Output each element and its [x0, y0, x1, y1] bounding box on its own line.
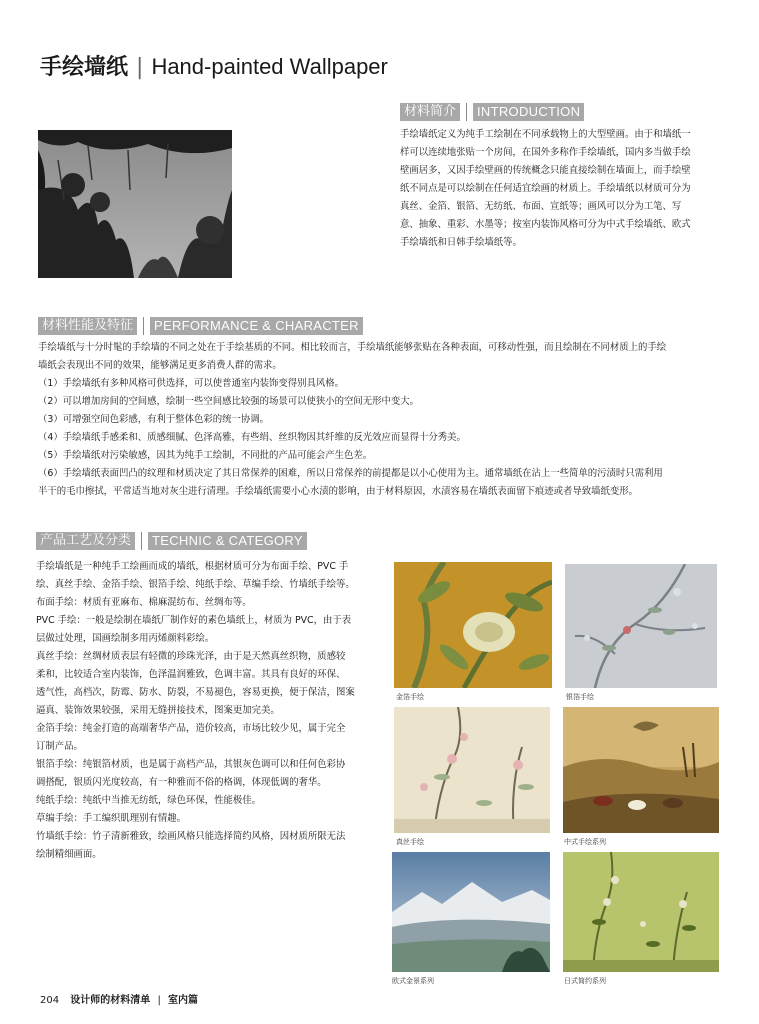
- text-line: 墙纸会表现出不同的效果，能够满足更多消费人群的需求。: [38, 360, 282, 371]
- intro-heading: [400, 103, 584, 121]
- intro-heading-en: INTRODUCTION: [473, 103, 584, 121]
- technic-heading: [36, 532, 307, 550]
- text-line: 纸不同点是可以绘制在任何适宜绘画的材质上。手绘墙纸以材质可分为: [400, 183, 691, 194]
- performance-heading-en: PERFORMANCE & CHARACTER: [150, 317, 363, 335]
- text-line: 手绘墙纸是一种纯手工绘画而成的墙纸，根据材质可分为布面手绘、PVC 手: [36, 561, 349, 572]
- performance-heading-cn: 材料性能及特征: [38, 317, 137, 335]
- text-line: 真丝手绘：丝绸材质表层有轻微的珍珠光泽，由于是天然真丝织物，质感较: [36, 651, 346, 662]
- silver-foil-caption: 银箔手绘: [566, 693, 594, 701]
- text-line: PVC 手绘：一般是绘制在墙纸厂制作好的素色墙纸上，材质为 PVC，由于表: [36, 615, 352, 626]
- text-line: 样可以连续地张贴一个房间，在国外多称作手绘墙纸，国内多当做手绘: [400, 147, 691, 158]
- heading-divider: [466, 103, 467, 121]
- european-series-caption: 欧式金景系列: [392, 977, 434, 985]
- title-cn: 手绘墙纸: [40, 55, 129, 80]
- text-line: 逼真、装饰效果较强，采用无缝拼接技术，图案更加完美。: [36, 705, 280, 716]
- text-line: 绘制精细画面。: [36, 849, 102, 860]
- page-footer: [40, 991, 198, 1006]
- text-line: 竹墙纸手绘：竹子清新雅致，绘画风格只能选择简约风格，因材质所限无法: [36, 831, 346, 842]
- performance-text: [38, 339, 728, 501]
- footer-separator: |: [157, 995, 161, 1006]
- text-line: 柔和，比较适合室内装饰，色泽温润雅致，色调丰富。其具有良好的环保、: [36, 669, 346, 680]
- text-line: 银箔手绘：纯银箔材质，也是属于高档产品，其银灰色调可以和任何色彩协: [36, 759, 346, 770]
- text-line: 层做过处理，国画绘制多用丙烯颜料彩绘。: [36, 633, 215, 644]
- text-line: （4）手绘墙纸手感柔和、质感细腻、色泽高雅，有些绢、丝织物因其纤维的反光效应而显得十分秀美。: [38, 432, 466, 443]
- technic-text: [36, 558, 381, 864]
- text-line: 壁画居多，又因手绘壁画的传统概念只能直接绘制在墙面上，而手绘壁: [400, 165, 691, 176]
- text-line: 订制产品。: [36, 741, 83, 752]
- text-line: 布面手绘：材质有亚麻布、棉麻混纺布、丝绸布等。: [36, 597, 252, 608]
- text-line: （6）手绘墙纸表面凹凸的纹理和材质决定了其日常保养的困难，所以日常保养的前提都是以小心使用为主。通常墙纸在沾上一些简单的污渍时只需利用: [38, 468, 663, 479]
- page-number: 204: [40, 995, 60, 1006]
- gold-foil-caption: 金箔手绘: [396, 693, 424, 701]
- gold-foil-sample-image: [394, 562, 552, 688]
- japanese-series-caption: 日式简约系列: [564, 977, 606, 985]
- japanese-series-sample-image: [563, 852, 719, 972]
- text-line: 绘、真丝手绘、金箔手绘、银箔手绘、纯纸手绘、草编手绘、竹墙纸手绘等。: [36, 579, 355, 590]
- european-series-sample-image: [392, 852, 550, 972]
- text-line: 手绘墙纸和日韩手绘墙纸等。: [400, 237, 522, 248]
- text-line: 半干的毛巾擦拭，平常适当地对灰尘进行清理。手绘墙纸需要小心水渍的影响，由于材料原因，水渍容易在墙纸表面留下痕迹或者导致墙纸变形。: [38, 486, 639, 497]
- text-line: 意、抽象、重彩、水墨等；按室内装饰风格可分为中式手绘墙纸、欧式: [400, 219, 691, 230]
- chinese-series-sample-image: [563, 707, 719, 833]
- text-line: （1）手绘墙纸有多种风格可供选择，可以使普通室内装饰变得别具风格。: [38, 378, 344, 389]
- silk-sample-image: [394, 707, 550, 833]
- title-en: Hand-painted Wallpaper: [151, 54, 388, 79]
- heading-divider: [143, 317, 144, 335]
- text-line: 纯纸手绘：纯纸中当推无纺纸，绿色环保，性能极佳。: [36, 795, 262, 806]
- intro-jungle-image: [38, 130, 232, 278]
- silk-caption: 真丝手绘: [396, 838, 424, 846]
- text-line: 透气性，高档次，防霉、防水、防裂，不易褪色，容易更换，便于保洁，图案: [36, 687, 355, 698]
- page-title: [40, 50, 388, 81]
- text-line: （5）手绘墙纸对污染敏感，因其为纯手工绘制，不同批的产品可能会产生色差。: [38, 450, 373, 461]
- technic-heading-cn: 产品工艺及分类: [36, 532, 135, 550]
- book-title: 设计师的材料清单: [70, 995, 151, 1006]
- intro-heading-cn: 材料简介: [400, 103, 460, 121]
- performance-heading: [38, 317, 363, 335]
- chinese-series-caption: 中式手绘系列: [564, 838, 606, 846]
- text-line: （3）可增强空间色彩感，有利于整体色彩的统一协调。: [38, 414, 269, 425]
- text-line: （2）可以增加房间的空间感，绘制一些空间感比较强的场景可以使狭小的空间无形中变大。: [38, 396, 419, 407]
- heading-divider: [141, 532, 142, 550]
- intro-text: [400, 126, 730, 252]
- text-line: 金箔手绘：纯金打造的高端奢华产品，造价较高，市场比较少见，属于完全: [36, 723, 346, 734]
- silver-foil-sample-image: [565, 564, 717, 688]
- title-separator: |: [136, 55, 144, 80]
- text-line: 手绘墙纸与十分时髦的手绘墙的不同之处在于手绘基质的不同。相比较而言，手绘墙纸能够张贴在各种表面，可移动性强，而且绘制在不同材质上的手绘: [38, 342, 667, 353]
- text-line: 真丝、金箔、银箔、无纺纸、布面、宣纸等；画风可以分为工笔、写: [400, 201, 682, 212]
- text-line: 手绘墙纸定义为纯手工绘制在不同承载物上的大型壁画。由于和墙纸一: [400, 129, 691, 140]
- text-line: 草编手绘：手工编织肌理别有情趣。: [36, 813, 187, 824]
- text-line: 调搭配，银质闪光度较高，有一种雅而不俗的格调，体现低调的奢华。: [36, 777, 327, 788]
- technic-heading-en: TECHNIC & CATEGORY: [148, 532, 307, 550]
- book-volume: 室内篇: [168, 995, 199, 1006]
